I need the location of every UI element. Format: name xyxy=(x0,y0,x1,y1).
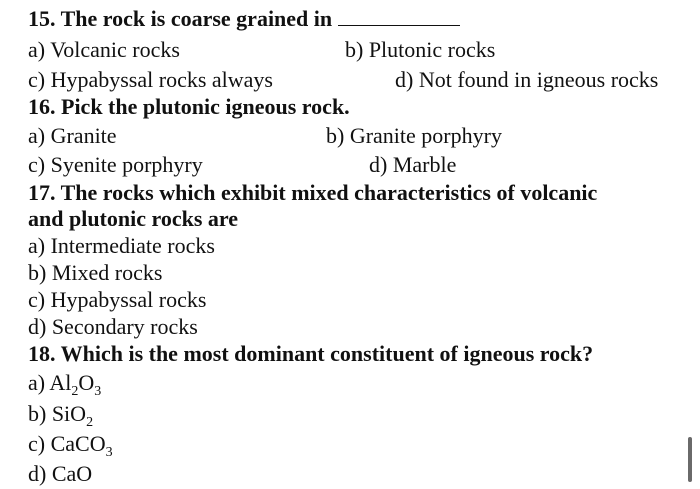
q18-option-b-prefix: b) SiO xyxy=(28,401,87,426)
q18-option-a-prefix: a) Al xyxy=(28,370,72,395)
q18-option-d: d) CaO xyxy=(28,461,93,486)
q15-option-c: c) Hypabyssal rocks always xyxy=(28,67,273,92)
q17-option-d: d) Secondary rocks xyxy=(28,314,198,339)
question-17-line-2: and plutonic rocks are xyxy=(28,206,239,231)
q16-option-a: a) Granite xyxy=(28,123,117,148)
question-15 xyxy=(28,6,460,32)
q16-option-d: d) Marble xyxy=(369,152,457,177)
q18-option-b xyxy=(28,401,94,430)
subscript: 2 xyxy=(86,415,94,430)
question-17-line-1: 17. The rocks which exhibit mixed characteristics of volcanic xyxy=(28,180,598,205)
scrollbar[interactable] xyxy=(688,437,692,482)
q18-option-a xyxy=(28,370,102,399)
answer-blank xyxy=(338,24,460,26)
q18-option-c-prefix: c) CaCO xyxy=(28,431,106,456)
q18-option-c xyxy=(28,431,113,460)
q15-option-d: d) Not found in igneous rocks xyxy=(395,67,659,92)
q15-option-b: b) Plutonic rocks xyxy=(345,37,496,62)
subscript: 3 xyxy=(94,384,102,399)
subscript: 3 xyxy=(105,445,113,460)
q17-option-c: c) Hypabyssal rocks xyxy=(28,287,207,312)
q17-option-a: a) Intermediate rocks xyxy=(28,233,215,258)
subscript: 2 xyxy=(71,384,79,399)
question-16: 16. Pick the plutonic igneous rock. xyxy=(28,94,350,119)
question-18: 18. Which is the most dominant constituent of igneous rock? xyxy=(28,341,594,366)
q17-option-b: b) Mixed rocks xyxy=(28,260,163,285)
q18-option-a-mid: O xyxy=(78,370,95,395)
question-15-text: 15. The rock is coarse grained in xyxy=(28,6,333,31)
q16-option-b: b) Granite porphyry xyxy=(326,123,502,148)
q16-option-c: c) Syenite porphyry xyxy=(28,152,203,177)
q15-option-a: a) Volcanic rocks xyxy=(28,37,180,62)
